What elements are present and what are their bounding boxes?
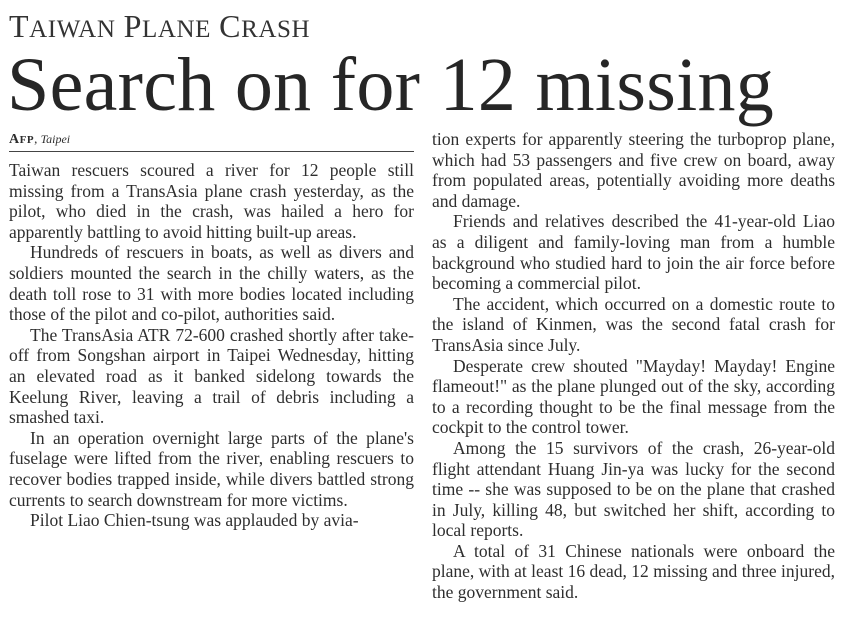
article-column-left (9, 129, 414, 531)
section-kicker: TAIWAN PLANE CRASH (9, 8, 311, 44)
paragraph: In an operation overnight large parts of the plane's fuselage were lifted from the river, enabling rescuers to recover bodies trapped inside, while divers battled strong currents to search downstream for more victims. (9, 427, 414, 510)
paragraph: tion experts for apparently steering the turboprop plane, which had 53 passengers and five crew on board, away from populated areas, potentially avoiding more deaths and damage. (432, 129, 835, 211)
paragraph: Friends and relatives described the 41-year-old Liao as a diligent and family-loving man from a humble background who studied hard to join the air force before becoming a commercial pilot. (432, 211, 835, 294)
paragraph: Hundreds of rescuers in boats, as well as divers and soldiers mounted the search in the chilly waters, as the death toll rose to 31 with more bodies located including those of the pilot and co-pilot, authorities said. (9, 242, 414, 325)
paragraph: A total of 31 Chinese nationals were onboard the plane, with at least 16 dead, 12 missing and three injured, the government said. (432, 540, 835, 603)
byline: AFP, Taipei (9, 129, 414, 152)
byline-place: Taipei (40, 132, 71, 146)
paragraph: Desperate crew shouted "Mayday! Mayday! Engine flameout!" as the plane plunged out of the sky, according to a recording thought to be the final message from the cockpit to the control tower. (432, 355, 835, 438)
paragraph: The accident, which occurred on a domestic route to the island of Kinmen, was the second fatal crash for TransAsia since July. (432, 293, 835, 355)
paragraph: Pilot Liao Chien-tsung was applauded by avia- (30, 510, 359, 531)
paragraph: Taiwan rescuers scoured a river for 12 people still missing from a TransAsia plane crash yesterday, as the pilot, who died in the crash, was hailed a hero for apparently battling to avoid hitting built-up areas. (9, 160, 414, 242)
headline: Search on for 12 missing (7, 43, 775, 127)
paragraph: The TransAsia ATR 72-600 crashed shortly after take-off from Songshan airport in Taipei Wednesday, hitting an elevated road as it banked sidelong towards the Keelung River, leaving a trail of debris including a smashed taxi. (9, 324, 414, 428)
article-column-right (432, 129, 835, 603)
byline-agency: AFP (9, 132, 35, 147)
paragraph: Among the 15 survivors of the crash, 26-year-old flight attendant Huang Jin-ya was lucky for the second time -- she was supposed to be on the plane that crashed in July, killing 48, but switched her shift, according to local reports. (432, 437, 835, 541)
